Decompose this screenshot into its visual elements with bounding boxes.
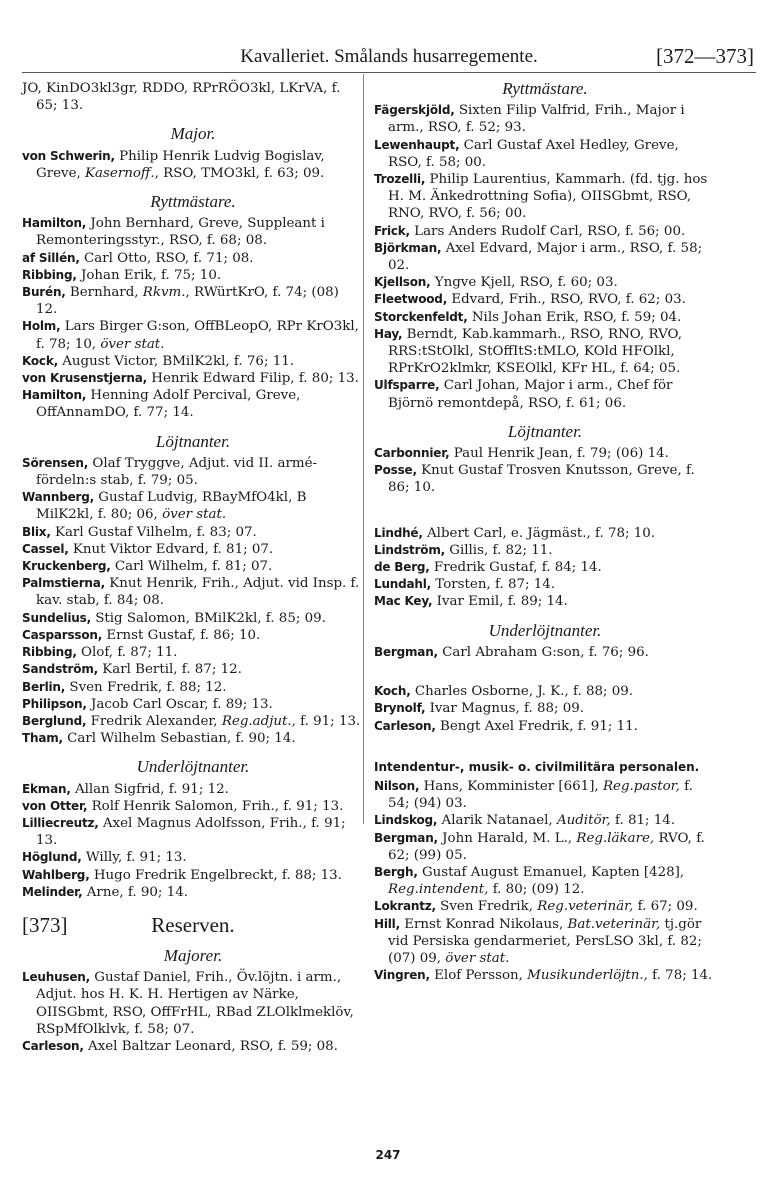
entry-rest: , RWürtKrO, f. 74; (08) 12. bbox=[36, 285, 339, 318]
person-surname: von Otter, bbox=[22, 798, 88, 813]
right-underlojtnanter-list bbox=[374, 644, 716, 661]
person-surname: Sundelius, bbox=[22, 610, 91, 625]
entry-text: Charles Osborne, J. K., f. 88; 09. bbox=[410, 684, 634, 700]
person-surname: Ribbing, bbox=[22, 645, 77, 660]
entry-rest: , RSO, TMO3kl, f. 63; 09. bbox=[154, 165, 325, 181]
person-surname: Trozelli, bbox=[374, 172, 426, 187]
entry-text: Axel Baltzar Leonard, RSO, f. 59; 08. bbox=[83, 1038, 338, 1054]
person-surname: Hill, bbox=[374, 916, 400, 931]
roster-entry bbox=[374, 700, 716, 717]
person-surname: Tham, bbox=[22, 731, 63, 746]
right-lojtnanter-list bbox=[374, 445, 716, 497]
person-surname: Ekman, bbox=[22, 781, 71, 796]
entry-italic: Reg.intendent, bbox=[388, 882, 489, 898]
roster-entry bbox=[22, 575, 364, 609]
roster-entry bbox=[374, 644, 716, 661]
person-surname: Fägerskjöld, bbox=[374, 103, 455, 118]
underlojtnanter-list bbox=[22, 781, 364, 901]
entry-rest: f. 80; (09) 12. bbox=[488, 882, 585, 898]
roster-entry bbox=[22, 696, 364, 713]
person-surname: Lindhé, bbox=[374, 525, 423, 540]
entry-text: Albert Carl, e. Jägmäst., f. 78; 10. bbox=[422, 525, 656, 541]
reserve-majorer-heading: Majorer. bbox=[163, 945, 223, 965]
entry-text: Allan Sigfrid, f. 91; 12. bbox=[70, 781, 229, 797]
roster-entry bbox=[22, 353, 364, 370]
person-surname: Holm, bbox=[22, 319, 61, 334]
roster-entry bbox=[374, 967, 716, 984]
entry-text: Philip Laurentius, Kammarh. (fd. tjg. hos H. M. Änkedrottning Sofia), OIISGbmt, RSO, RNO, RVO, f. 56; 00. bbox=[388, 172, 708, 222]
entry-text: Axel Edvard, Major i arm., RSO, f. 58; 02. bbox=[388, 240, 703, 274]
entry-text: Philip Henrik Ludvig Bogislav, Greve, bbox=[36, 148, 325, 181]
person-surname: Vingren, bbox=[374, 968, 430, 983]
entry-text: Berndt, Kab.kammarh., RSO, RNO, RVO, RRS:tStOlkl, StOffItS:tMLO, KOld HFOlkl, RPrKrO2klmkr, KSEOlkl, KFr HL, f. 64; 05. bbox=[388, 326, 682, 377]
roster-entry bbox=[22, 558, 364, 575]
entry-rest: f. 67; 09. bbox=[633, 899, 698, 915]
entry-text: Hugo Fredrik Engelbreckt, f. 88; 13. bbox=[89, 867, 342, 883]
entry-text: Knut Viktor Edvard, f. 81; 07. bbox=[68, 541, 274, 557]
entry-italic: Auditör, bbox=[556, 813, 611, 829]
roster-entry bbox=[374, 576, 716, 593]
entry-text: Axel Magnus Adolfsson, Frih., f. 91; 13. bbox=[36, 815, 346, 849]
person-surname: Mac Key, bbox=[374, 594, 433, 609]
major-heading: Major. bbox=[170, 124, 216, 144]
roster-entry bbox=[374, 525, 716, 542]
entry-text: Edvard, Frih., RSO, RVO, f. 62; 03. bbox=[447, 292, 686, 308]
entry-text: Torsten, f. 87; 14. bbox=[431, 577, 556, 593]
entry-text: August Victor, BMilK2kl, f. 76; 11. bbox=[58, 353, 295, 369]
right-underlojtnanter-heading: Underlöjtnanter. bbox=[488, 620, 602, 640]
ryttmastare-heading: Ryttmästare. bbox=[150, 192, 236, 212]
roster-entry bbox=[22, 969, 364, 1038]
entry-text: Jacob Carl Oscar, f. 89; 13. bbox=[86, 696, 273, 712]
person-surname: Lilliecreutz, bbox=[22, 815, 99, 830]
person-surname: Sandström, bbox=[22, 662, 98, 677]
roster-entry bbox=[374, 462, 716, 496]
entry-rest: f. 54; (94) 03. bbox=[388, 778, 693, 812]
intendentur-heading: Intendentur-, musik- o. civilmilitära personalen. bbox=[374, 759, 700, 774]
entry-italic: Kasernoff. bbox=[85, 165, 155, 181]
person-surname: Ribbing, bbox=[22, 267, 77, 282]
roster-entry bbox=[374, 291, 716, 308]
person-surname: Wannberg, bbox=[22, 490, 94, 505]
person-surname: Brynolf, bbox=[374, 701, 426, 716]
person-surname: Hay, bbox=[374, 326, 403, 341]
roster-entry bbox=[374, 102, 716, 136]
entry-text: Carl Abraham G:son, f. 76; 96. bbox=[437, 644, 649, 660]
roster-entry bbox=[22, 713, 364, 730]
person-surname: Lindström, bbox=[374, 542, 445, 557]
roster-entry bbox=[22, 489, 364, 523]
roster-entry bbox=[374, 718, 716, 735]
person-surname: Sörensen, bbox=[22, 455, 89, 470]
roster-entry bbox=[22, 627, 364, 644]
entry-text: Willy, f. 91; 13. bbox=[81, 850, 187, 866]
roster-entry bbox=[374, 377, 716, 411]
entry-italic: över stat. bbox=[100, 336, 165, 352]
entry-rest: tj.gör vid Persiska gendarmeriet, PersLSO 3kl, f. 82; (07) 09, bbox=[388, 916, 702, 966]
roster-entry bbox=[374, 542, 716, 559]
entry-rest: RVO, f. 62; (99) 05. bbox=[388, 830, 705, 863]
roster-entry bbox=[374, 445, 716, 462]
entry-text: John Harald, M. L., bbox=[437, 830, 577, 846]
person-surname: Carleson, bbox=[374, 718, 436, 733]
entry-text: Sixten Filip Valfrid, Frih., Major i arm., RSO, f. 52; 93. bbox=[388, 103, 685, 136]
page-title: Kavalleriet. Smålands husarregemente. bbox=[240, 46, 538, 67]
entry-text: Knut Henrik, Frih., Adjut. vid Insp. f. kav. stab, f. 84; 08. bbox=[36, 576, 360, 609]
entry-text: Johan Erik, f. 75; 10. bbox=[76, 267, 222, 283]
entry-text: Bengt Axel Fredrik, f. 91; 11. bbox=[435, 718, 638, 734]
person-surname: Lokrantz, bbox=[374, 899, 436, 914]
entry-text: Karl Bertil, f. 87; 12. bbox=[97, 662, 242, 678]
entry-italic: Reg.veterinär, bbox=[537, 899, 634, 915]
reserve-majorer-list bbox=[22, 969, 364, 1055]
person-surname: Lewenhaupt, bbox=[374, 137, 460, 152]
ryttmastare-list bbox=[22, 215, 364, 421]
person-surname: Wahlberg, bbox=[22, 867, 90, 882]
entry-text: Stig Salomon, BMilK2kl, f. 85; 09. bbox=[90, 610, 326, 626]
reserve-page-ref: [373] bbox=[22, 912, 68, 937]
major-list bbox=[22, 148, 364, 182]
reserve-section-title bbox=[22, 912, 364, 947]
roster-entry bbox=[22, 815, 364, 849]
entry-text: Gustaf August Emanuel, Kapten [428], bbox=[417, 864, 685, 880]
person-surname: Kruckenberg, bbox=[22, 559, 111, 574]
entry-text: Carl Otto, RSO, f. 71; 08. bbox=[79, 250, 254, 266]
entry-text: Nils Johan Erik, RSO, f. 59; 04. bbox=[467, 309, 682, 325]
person-surname: Ulfsparre, bbox=[374, 378, 440, 393]
roster-entry bbox=[22, 318, 364, 352]
roster-entry bbox=[22, 250, 364, 267]
entry-text: Carl Wilhelm, f. 81; 07. bbox=[110, 559, 273, 575]
roster-entry bbox=[22, 781, 364, 798]
roster-entry bbox=[22, 610, 364, 627]
entry-text: Ernst Gustaf, f. 86; 10. bbox=[102, 627, 261, 643]
entry-text: Henrik Edward Filip, f. 80; 13. bbox=[147, 371, 359, 387]
entry-text: Gustaf Ludvig, RBayMfO4kl, B MilK2kl, f. 80; 06, bbox=[36, 490, 307, 523]
roster-entry bbox=[22, 661, 364, 678]
entry-text: Karl Gustaf Vilhelm, f. 83; 07. bbox=[50, 524, 257, 540]
roster-entry bbox=[374, 171, 716, 223]
entry-text: Yngve Kjell, RSO, f. 60; 03. bbox=[430, 275, 618, 291]
roster-entry bbox=[374, 830, 716, 864]
person-surname: Cassel, bbox=[22, 541, 69, 556]
person-surname: Berlin, bbox=[22, 679, 66, 694]
roster-entry bbox=[22, 215, 364, 249]
person-surname: Burén, bbox=[22, 285, 66, 300]
roster-entry bbox=[374, 223, 716, 240]
entry-text: Carl Gustaf Axel Hedley, Greve, RSO, f. 58; 00. bbox=[388, 137, 679, 170]
roster-entry bbox=[374, 898, 716, 915]
entry-rest: f. 78; 14. bbox=[647, 968, 713, 984]
underlojtnanter-heading: Underlöjtnanter. bbox=[136, 757, 250, 777]
entry-text: Elof Persson, bbox=[429, 968, 528, 984]
person-surname: Lundahl, bbox=[374, 577, 432, 592]
right-column bbox=[374, 80, 716, 984]
roster-entry bbox=[22, 524, 364, 541]
roster-entry bbox=[374, 916, 716, 968]
person-surname: Melinder, bbox=[22, 884, 83, 899]
roster-entry bbox=[22, 370, 364, 387]
person-surname: Bergman, bbox=[374, 644, 438, 659]
person-surname: Höglund, bbox=[22, 850, 82, 865]
person-surname: von Schwerin, bbox=[22, 148, 115, 163]
person-surname: Storckenfeldt, bbox=[374, 309, 468, 324]
entry-text: Lars Anders Rudolf Carl, RSO, f. 56; 00. bbox=[409, 223, 686, 239]
entry-text: Hans, Komminister [661], bbox=[419, 778, 603, 794]
lojtnanter-heading: Löjtnanter. bbox=[155, 431, 231, 451]
person-surname: Bergh, bbox=[374, 864, 418, 879]
page-header bbox=[22, 44, 756, 73]
roster-entry bbox=[22, 148, 364, 182]
page-number: 247 bbox=[375, 1148, 401, 1162]
roster-entry bbox=[22, 267, 364, 284]
entry-rest: , f. 91; 13. bbox=[291, 713, 361, 729]
roster-entry bbox=[374, 309, 716, 326]
person-surname: Philipson, bbox=[22, 696, 87, 711]
entry-text: Carl Wilhelm Sebastian, f. 90; 14. bbox=[62, 731, 296, 747]
person-surname: Nilson, bbox=[374, 778, 420, 793]
entry-text: Knut Gustaf Trosven Knutsson, Greve, f. 86; 10. bbox=[388, 463, 695, 496]
entry-text: Arne, f. 90; 14. bbox=[82, 884, 188, 900]
entry-text: Rolf Henrik Salomon, Frih., f. 91; 13. bbox=[87, 798, 344, 814]
entry-text: Fredrik Gustaf, f. 84; 14. bbox=[429, 560, 602, 576]
entry-italic: över stat. bbox=[162, 507, 227, 523]
entry-text: Bernhard, bbox=[65, 285, 143, 301]
person-surname: Carbonnier, bbox=[374, 446, 450, 461]
person-surname: Carleson, bbox=[22, 1038, 84, 1053]
entry-text: Olof, f. 87; 11. bbox=[76, 645, 178, 661]
entry-text: Carl Johan, Major i arm., Chef för Björnö remontdepå, RSO, f. 61; 06. bbox=[388, 378, 673, 411]
roster-entry bbox=[22, 284, 364, 318]
roster-entry bbox=[22, 730, 364, 747]
roster-entry bbox=[22, 387, 364, 421]
person-surname: Berglund, bbox=[22, 713, 87, 728]
roster-entry bbox=[374, 240, 716, 274]
roster-entry bbox=[22, 679, 364, 696]
entry-italic-2: över stat. bbox=[445, 950, 510, 966]
page-range: [372—373] bbox=[656, 44, 754, 68]
entry-text: Alarik Natanael, bbox=[437, 813, 557, 829]
lojtnanter-list bbox=[22, 455, 364, 747]
entry-text: Lars Birger G:son, OffBLeopO, RPr KrO3kl, f. 78; 10, bbox=[36, 319, 359, 352]
roster-entry bbox=[22, 849, 364, 866]
roster-entry bbox=[374, 812, 716, 829]
person-surname: von Krusenstjerna, bbox=[22, 371, 148, 386]
entry-text: Paul Henrik Jean, f. 79; (06) 14. bbox=[449, 446, 669, 462]
entry-text: Ivar Emil, f. 89; 14. bbox=[432, 594, 568, 610]
roster-entry bbox=[22, 867, 364, 884]
entry-rest: f. 81; 14. bbox=[610, 813, 676, 829]
person-surname: Leuhusen, bbox=[22, 970, 90, 985]
roster-entry bbox=[374, 559, 716, 576]
person-surname: Hamilton, bbox=[22, 388, 87, 403]
person-surname: Björkman, bbox=[374, 240, 442, 255]
entry-text: Sven Fredrik, bbox=[435, 899, 538, 915]
continued-entry: JO, KinDO3kl3gr, RDDO, RPrRÖO3kl, LKrVA, f. 65; 13. bbox=[22, 81, 341, 114]
entry-text: Olaf Tryggve, Adjut. vid II. armé-fördeln:s stab, f. 79; 05. bbox=[36, 455, 318, 489]
roster-entry bbox=[374, 778, 716, 812]
right-lojtnanter-heading: Löjtnanter. bbox=[507, 421, 583, 441]
person-surname: Palmstierna, bbox=[22, 576, 106, 591]
roster-entry bbox=[374, 683, 716, 700]
right-ryttmastare-list bbox=[374, 102, 716, 412]
reserve-heading: Reserven. bbox=[151, 912, 235, 937]
roster-entry bbox=[22, 798, 364, 815]
right-lojtnanter-list-2 bbox=[374, 525, 716, 611]
entry-text: Henning Adolf Percival, Greve, OffAnnamDO, f. 77; 14. bbox=[36, 388, 301, 421]
entry-text: Ernst Konrad Nikolaus, bbox=[399, 916, 568, 932]
person-surname: Frick, bbox=[374, 223, 410, 238]
entry-italic: Reg.pastor, bbox=[602, 778, 680, 794]
right-ryttmastare-heading: Ryttmästare. bbox=[502, 79, 588, 98]
right-underlojtnanter-list-2 bbox=[374, 683, 716, 735]
person-surname: Hamilton, bbox=[22, 216, 87, 231]
roster-entry bbox=[374, 137, 716, 171]
intendentur-list bbox=[374, 778, 716, 984]
entry-text: Gillis, f. 82; 11. bbox=[445, 542, 553, 558]
person-surname: Posse, bbox=[374, 463, 417, 478]
entry-text: Fredrik Alexander, bbox=[86, 713, 222, 729]
roster-entry bbox=[374, 593, 716, 610]
roster-entry bbox=[374, 864, 716, 898]
roster-entry bbox=[22, 541, 364, 558]
entry-italic: Musikunderlöjtn., bbox=[527, 968, 648, 984]
roster-entry bbox=[22, 1038, 364, 1055]
entry-italic: Reg.läkare, bbox=[576, 830, 655, 846]
person-surname: Bergman, bbox=[374, 830, 438, 845]
person-surname: Casparsson, bbox=[22, 627, 103, 642]
person-surname: Lindskog, bbox=[374, 813, 438, 828]
left-column bbox=[22, 80, 364, 1055]
person-surname: Kjellson, bbox=[374, 275, 431, 290]
person-surname: Fleetwood, bbox=[374, 292, 448, 307]
person-surname: de Berg, bbox=[374, 560, 430, 575]
entry-text: Gustaf Daniel, Frih., Öv.löjtn. i arm., Adjut. hos H. K. H. Hertigen av Närke, OIISGbmt, RSO, OffFrHL, RBad ZLOlklmeklöv, RSpMfOlklvk, f. 58; 07. bbox=[36, 970, 354, 1037]
person-surname: af Sillén, bbox=[22, 250, 80, 265]
entry-italic: Reg.adjut. bbox=[221, 713, 292, 729]
roster-entry bbox=[374, 326, 716, 378]
person-surname: Kock, bbox=[22, 353, 58, 368]
roster-entry bbox=[374, 274, 716, 291]
entry-italic: Bat.veterinär, bbox=[567, 916, 661, 932]
roster-entry bbox=[22, 644, 364, 661]
roster-entry bbox=[22, 884, 364, 901]
entry-text: Ivar Magnus, f. 88; 09. bbox=[425, 701, 585, 717]
person-surname: Koch, bbox=[374, 684, 411, 699]
entry-text: Sven Fredrik, f. 88; 12. bbox=[65, 679, 227, 695]
entry-italic: Rkvm. bbox=[142, 285, 186, 301]
person-surname: Blix, bbox=[22, 524, 51, 539]
roster-entry bbox=[22, 455, 364, 489]
entry-text: John Bernhard, Greve, Suppleant i Remonteringsstyr., RSO, f. 68; 08. bbox=[36, 216, 325, 249]
